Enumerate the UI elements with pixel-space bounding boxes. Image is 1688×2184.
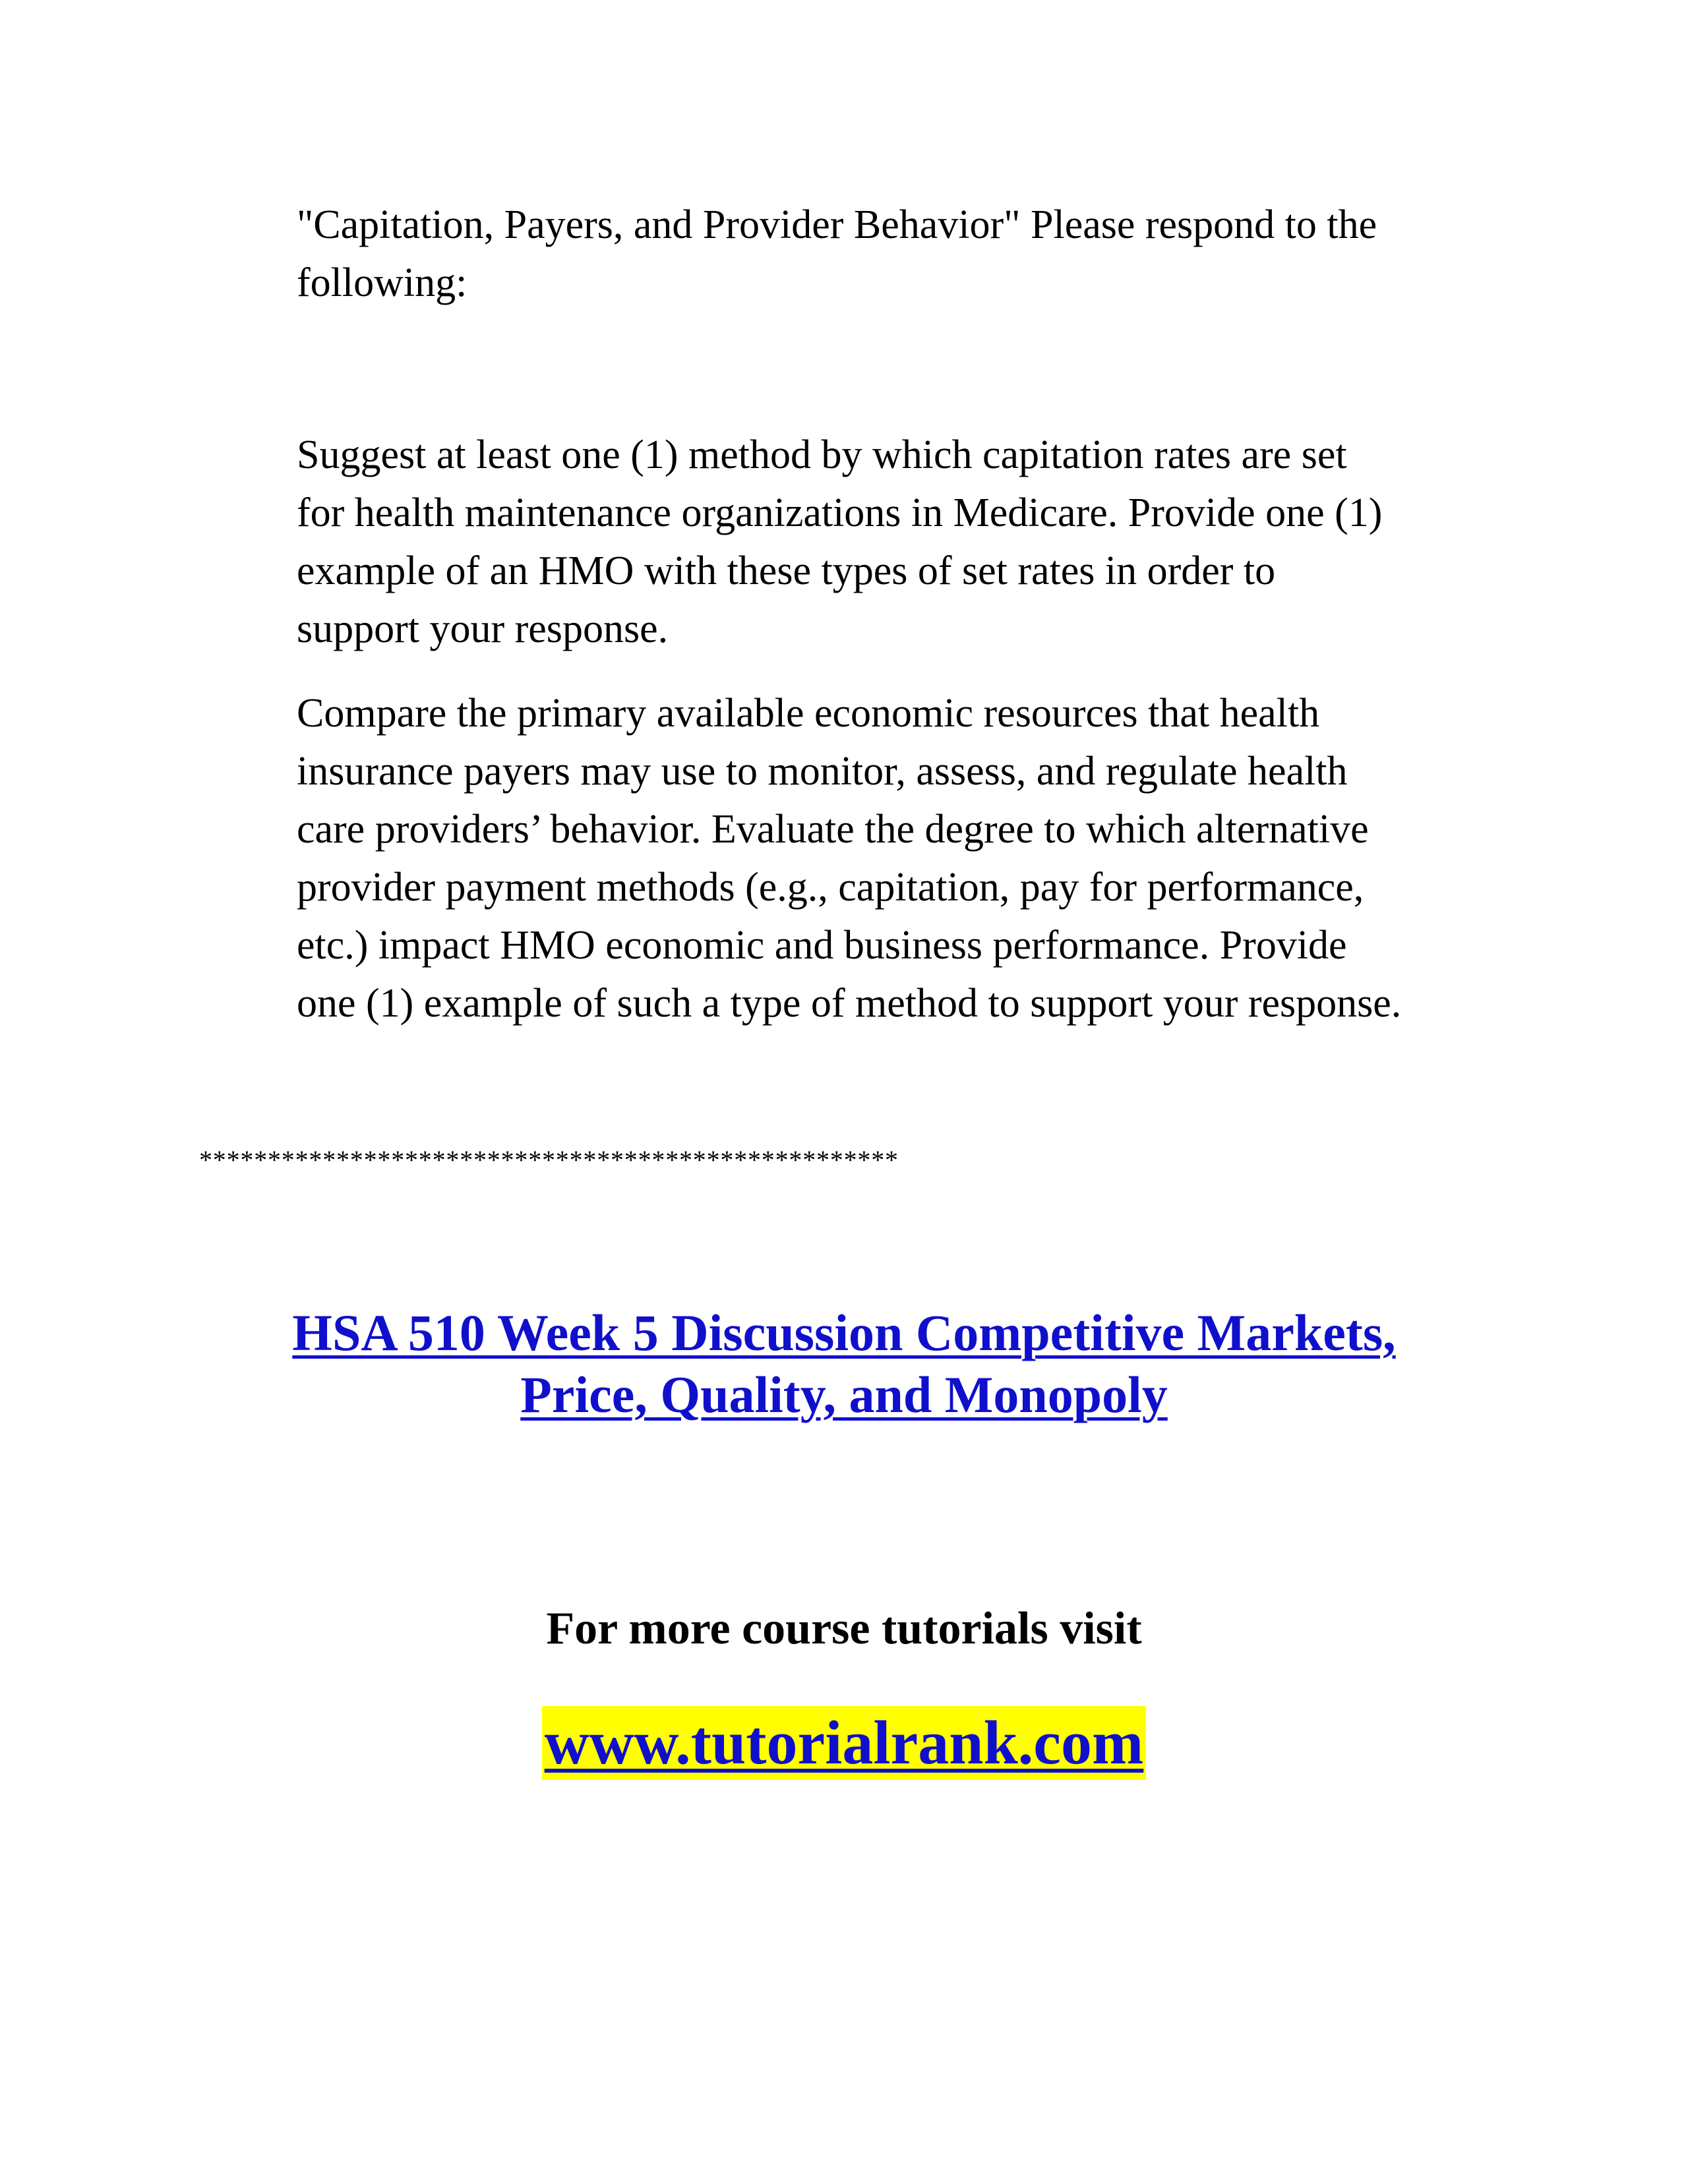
next-assignment-link-line[interactable]: HSA 510 Week 5 Discussion Competitive Markets, bbox=[292, 1304, 1396, 1361]
question-1-line: Suggest at least one (1) method by which capitation rates are set bbox=[297, 432, 1347, 477]
question-1-line: support your response. bbox=[297, 606, 669, 651]
question-2-line: care providers’ behavior. Evaluate the degree to which alternative bbox=[297, 807, 1369, 852]
next-assignment-link-line[interactable]: Price, Quality, and Monopoly bbox=[520, 1366, 1168, 1423]
site-link-container bbox=[0, 1706, 1688, 1780]
question-2-paragraph bbox=[297, 684, 1550, 1032]
question-2-line: insurance payers may use to monitor, assess, and regulate health bbox=[297, 749, 1348, 794]
question-1-line: example of an HMO with these types of set rates in order to bbox=[297, 548, 1276, 593]
question-2-line: Compare the primary available economic resources that health bbox=[297, 691, 1320, 736]
visit-prompt: For more course tutorials visit bbox=[546, 1603, 1142, 1654]
question-1-paragraph bbox=[297, 426, 1550, 658]
question-2-line: provider payment methods (e.g., capitation, pay for performance, bbox=[297, 865, 1364, 910]
intro-paragraph bbox=[297, 196, 1550, 312]
question-1-line: for health maintenance organizations in Medicare. Provide one (1) bbox=[297, 490, 1383, 535]
intro-line: "Capitation, Payers, and Provider Behavior" Please respond to the bbox=[297, 202, 1377, 247]
question-2-line: one (1) example of such a type of method to support your response. bbox=[297, 981, 1402, 1026]
tutorialrank-site-link[interactable]: www.tutorialrank.com bbox=[542, 1706, 1147, 1780]
next-assignment-link[interactable] bbox=[0, 1302, 1688, 1426]
asterisk-separator: *************************************************** bbox=[199, 1145, 899, 1175]
intro-line: following: bbox=[297, 260, 467, 305]
question-2-line: etc.) impact HMO economic and business performance. Provide bbox=[297, 923, 1347, 968]
